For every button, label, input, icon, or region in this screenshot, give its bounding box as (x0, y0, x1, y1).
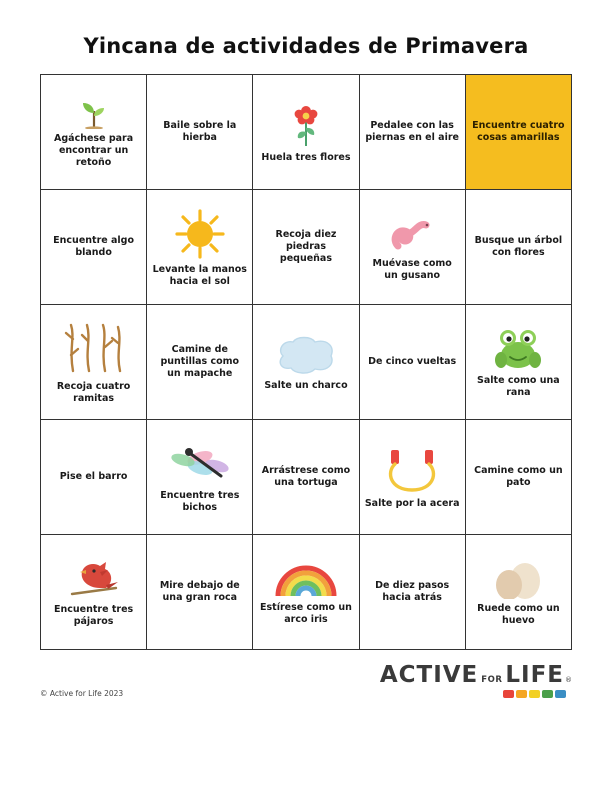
bingo-cell-label: Pise el barro (59, 470, 128, 482)
bingo-cell-content (152, 424, 247, 530)
rainbow-icon (274, 560, 338, 598)
bingo-cell[interactable] (465, 305, 571, 420)
bingo-cell[interactable] (253, 190, 359, 305)
bingo-cell-label: Recoja diez piedras pequeñas (275, 228, 337, 265)
bingo-cell-label: De cinco vueltas (368, 355, 457, 367)
bingo-cell[interactable] (41, 420, 147, 535)
bingo-cell[interactable] (253, 535, 359, 650)
bingo-cell[interactable] (253, 305, 359, 420)
bingo-cell-content (365, 79, 460, 185)
bingo-cell-content (258, 539, 353, 645)
bingo-cell-label: Agáchese para encontrar un retoño (54, 132, 134, 169)
bingo-cell-content (471, 309, 566, 415)
bingo-cell-label: Muévase como un gusano (372, 257, 452, 281)
bingo-cell-label: Pedalee con las piernas en el aire (365, 119, 459, 143)
bingo-cell-label: Salte por la acera (364, 497, 460, 509)
grid-row (41, 75, 572, 190)
bingo-cell[interactable] (41, 305, 147, 420)
bingo-cell-content (46, 424, 141, 530)
bingo-cell-content (258, 79, 353, 185)
bird-icon (66, 558, 122, 600)
logo-registered-mark: ® (565, 676, 572, 684)
bingo-cell-label: De diez pasos hacia atrás (375, 579, 450, 603)
bingo-cell[interactable] (147, 420, 253, 535)
bingo-cell[interactable] (147, 305, 253, 420)
bingo-cell-label: Recoja cuatro ramitas (56, 380, 131, 404)
bingo-cell-label: Arrástrese como una tortuga (261, 464, 351, 488)
bingo-cell[interactable] (465, 190, 571, 305)
bingo-cell-label: Salte como una rana (477, 374, 560, 398)
twigs-icon (63, 321, 125, 377)
logo-bar-4 (555, 690, 566, 698)
bingo-cell-content (365, 309, 460, 415)
bingo-cell-label: Encuentre cuatro cosas amarillas (472, 119, 565, 143)
bingo-cell-label: Camine de puntillas como un mapache (160, 343, 240, 380)
egg-icon (491, 559, 545, 599)
worm-icon (390, 214, 434, 254)
bingo-cell-content (471, 79, 566, 185)
bingo-cell-label: Camine como un pato (474, 464, 563, 488)
bingo-cell-content (152, 194, 247, 300)
logo-for-text: FOR (481, 675, 503, 685)
bingo-cell[interactable] (359, 535, 465, 650)
bingo-cell-content (46, 194, 141, 300)
bingo-cell-content (152, 79, 247, 185)
logo-life-text: LIFE (505, 662, 564, 688)
dragonfly-icon (169, 442, 231, 486)
logo-bar-2 (529, 690, 540, 698)
logo-bar-3 (542, 690, 553, 698)
bingo-cell-content (471, 194, 566, 300)
bingo-cell-content (46, 309, 141, 415)
bingo-cell-label: Encuentre tres pájaros (54, 603, 134, 627)
bingo-cell-content (365, 539, 460, 645)
bingo-cell[interactable] (253, 420, 359, 535)
bingo-cell-content (258, 194, 353, 300)
bingo-cell[interactable] (359, 305, 465, 420)
bingo-cell-label: Encuentre tres bichos (160, 489, 240, 513)
bingo-cell-content (365, 194, 460, 300)
grid-row (41, 190, 572, 305)
bingo-cell-label: Busque un árbol con flores (474, 234, 563, 258)
grid-row (41, 535, 572, 650)
bingo-cell[interactable] (41, 190, 147, 305)
bingo-cell[interactable] (41, 535, 147, 650)
grid-row (41, 420, 572, 535)
puddle-icon (273, 334, 339, 376)
bingo-cell-label: Mire debajo de una gran roca (159, 579, 240, 603)
bingo-cell-label: Ruede como un huevo (477, 602, 560, 626)
bingo-cell-content (258, 424, 353, 530)
copyright-text: © Active for Life 2023 (40, 689, 124, 698)
bingo-cell-content (46, 539, 141, 645)
active-for-life-logo (380, 664, 572, 698)
frog-icon (493, 327, 543, 371)
bingo-cell-content (365, 424, 460, 530)
bingo-cell-content (152, 539, 247, 645)
bingo-cell-label: Estírese como un arco iris (260, 601, 352, 625)
bingo-cell-content (471, 424, 566, 530)
bingo-cell-label: Levante la manos hacia el sol (152, 263, 247, 287)
bingo-cell[interactable] (147, 190, 253, 305)
bingo-cell[interactable] (359, 190, 465, 305)
page-title: Yincana de actividades de Primavera (83, 34, 529, 58)
bingo-grid (40, 74, 572, 650)
bingo-cell-label: Huela tres flores (261, 151, 351, 163)
logo-active-text: ACTIVE (379, 662, 479, 688)
bingo-cell[interactable] (253, 75, 359, 190)
sprout-icon (79, 97, 109, 129)
bingo-cell-content (258, 309, 353, 415)
bingo-cell-label: Encuentre algo blando (53, 234, 134, 258)
page-footer (40, 664, 572, 698)
bingo-cell-content (471, 539, 566, 645)
bingo-cell[interactable] (465, 75, 571, 190)
bingo-cell-content (46, 79, 141, 185)
logo-bar-1 (516, 690, 527, 698)
bingo-cell-label: Salte un charco (264, 379, 348, 391)
bingo-cell-label: Baile sobre la hierba (163, 119, 237, 143)
bingo-cell[interactable] (465, 535, 571, 650)
bingo-cell[interactable] (359, 75, 465, 190)
bingo-cell[interactable] (147, 75, 253, 190)
bingo-cell[interactable] (147, 535, 253, 650)
sun-icon (174, 208, 226, 260)
bingo-cell[interactable] (465, 420, 571, 535)
jump-rope-icon (384, 446, 440, 494)
grid-row (41, 305, 572, 420)
logo-color-bars (503, 690, 566, 698)
bingo-cell[interactable] (41, 75, 147, 190)
flower-icon (291, 102, 321, 148)
bingo-cell[interactable] (359, 420, 465, 535)
bingo-cell-content (152, 309, 247, 415)
logo-bar-0 (503, 690, 514, 698)
